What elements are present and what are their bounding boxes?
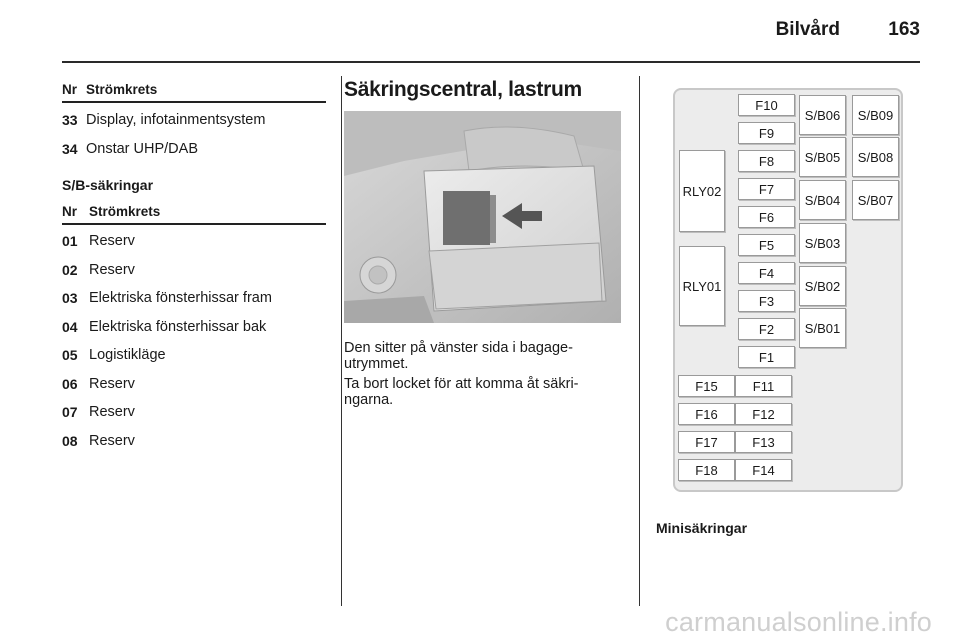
relay-rly01: RLY01	[679, 246, 725, 326]
sb-section-heading: S/B-säkringar	[62, 177, 154, 193]
table-header-circuit: Strömkrets	[86, 82, 158, 97]
sb-row-nr: 04	[62, 318, 78, 335]
relay-rly02: RLY02	[679, 150, 725, 232]
sb-table-header-nr: Nr	[62, 204, 78, 219]
sb-fuse-02: S/B02	[799, 266, 846, 306]
table-row-text: Display, infotainmentsystem	[86, 112, 266, 128]
fuse-f14: F14	[735, 459, 792, 481]
sb-table-header-circuit: Strömkrets	[89, 204, 161, 219]
fuse-f3: F3	[738, 290, 795, 312]
column-divider-2	[639, 76, 640, 606]
fuse-f4: F4	[738, 262, 795, 284]
sb-fuse-05: S/B05	[799, 137, 846, 177]
diagram-caption: Minisäkringar	[656, 520, 748, 536]
fuse-f2: F2	[738, 318, 795, 340]
fuse-f5: F5	[738, 234, 795, 256]
sb-row-nr: 06	[62, 375, 78, 392]
fuse-f12: F12	[735, 403, 792, 425]
sb-row-nr: 01	[62, 233, 78, 249]
fuse-f13: F13	[735, 431, 792, 453]
fuse-f15: F15	[678, 375, 735, 397]
section-title: Säkringscentral, lastrum	[344, 78, 582, 101]
table-row-nr: 34	[62, 141, 78, 157]
sb-row-text: Reserv	[89, 261, 135, 278]
fuse-f16: F16	[678, 403, 735, 425]
paragraph-instruction: Ta bort locket för att komma åt säkringarna.	[344, 376, 579, 408]
table-header-rule	[62, 101, 326, 103]
column-divider-1	[341, 76, 342, 606]
sb-table-header-rule	[62, 223, 326, 225]
table-header-nr: Nr	[62, 82, 78, 97]
fuse-f1: F1	[738, 346, 795, 368]
header-rule	[62, 61, 920, 63]
trunk-photo	[344, 111, 621, 323]
sb-fuse-07: S/B07	[852, 180, 899, 220]
fuse-f9: F9	[738, 122, 795, 144]
sb-row-text: Reserv	[89, 404, 135, 420]
sb-row-text: Reserv	[89, 432, 135, 449]
sb-fuse-06: S/B06	[799, 95, 846, 135]
sb-row-nr: 02	[62, 261, 78, 278]
sb-row-text: Reserv	[89, 233, 135, 249]
sb-row-nr: 05	[62, 347, 78, 363]
sb-fuse-08: S/B08	[852, 137, 899, 177]
sb-fuse-01: S/B01	[799, 308, 846, 348]
fuse-f6: F6	[738, 206, 795, 228]
sb-fuse-03: S/B03	[799, 223, 846, 263]
sb-row-nr: 07	[62, 404, 78, 420]
paragraph-location: Den sitter på vänster sida i bagageutrymmet.	[344, 340, 573, 372]
sb-row-text: Elektriska fönsterhissar fram	[89, 290, 272, 306]
sb-fuse-09: S/B09	[852, 95, 899, 135]
sb-row-nr: 03	[62, 290, 78, 306]
sb-row-text: Logistikläge	[89, 347, 166, 363]
fuse-f8: F8	[738, 150, 795, 172]
fuse-f11: F11	[735, 375, 792, 397]
page-number: 163	[888, 19, 920, 40]
fuse-f17: F17	[678, 431, 735, 453]
table-row-text: Onstar UHP/DAB	[86, 141, 198, 157]
page-section-title: Bilvård	[775, 19, 840, 40]
table-row-nr: 33	[62, 112, 78, 128]
sb-fuse-04: S/B04	[799, 180, 846, 220]
sb-row-nr: 08	[62, 432, 78, 449]
fuse-f18: F18	[678, 459, 735, 481]
sb-row-text: Reserv	[89, 375, 135, 392]
sb-row-text: Elektriska fönsterhissar bak	[89, 318, 267, 335]
fuse-f7: F7	[738, 178, 795, 200]
watermark: carmanualsonline.info	[665, 607, 932, 637]
fuse-f10: F10	[738, 94, 795, 116]
